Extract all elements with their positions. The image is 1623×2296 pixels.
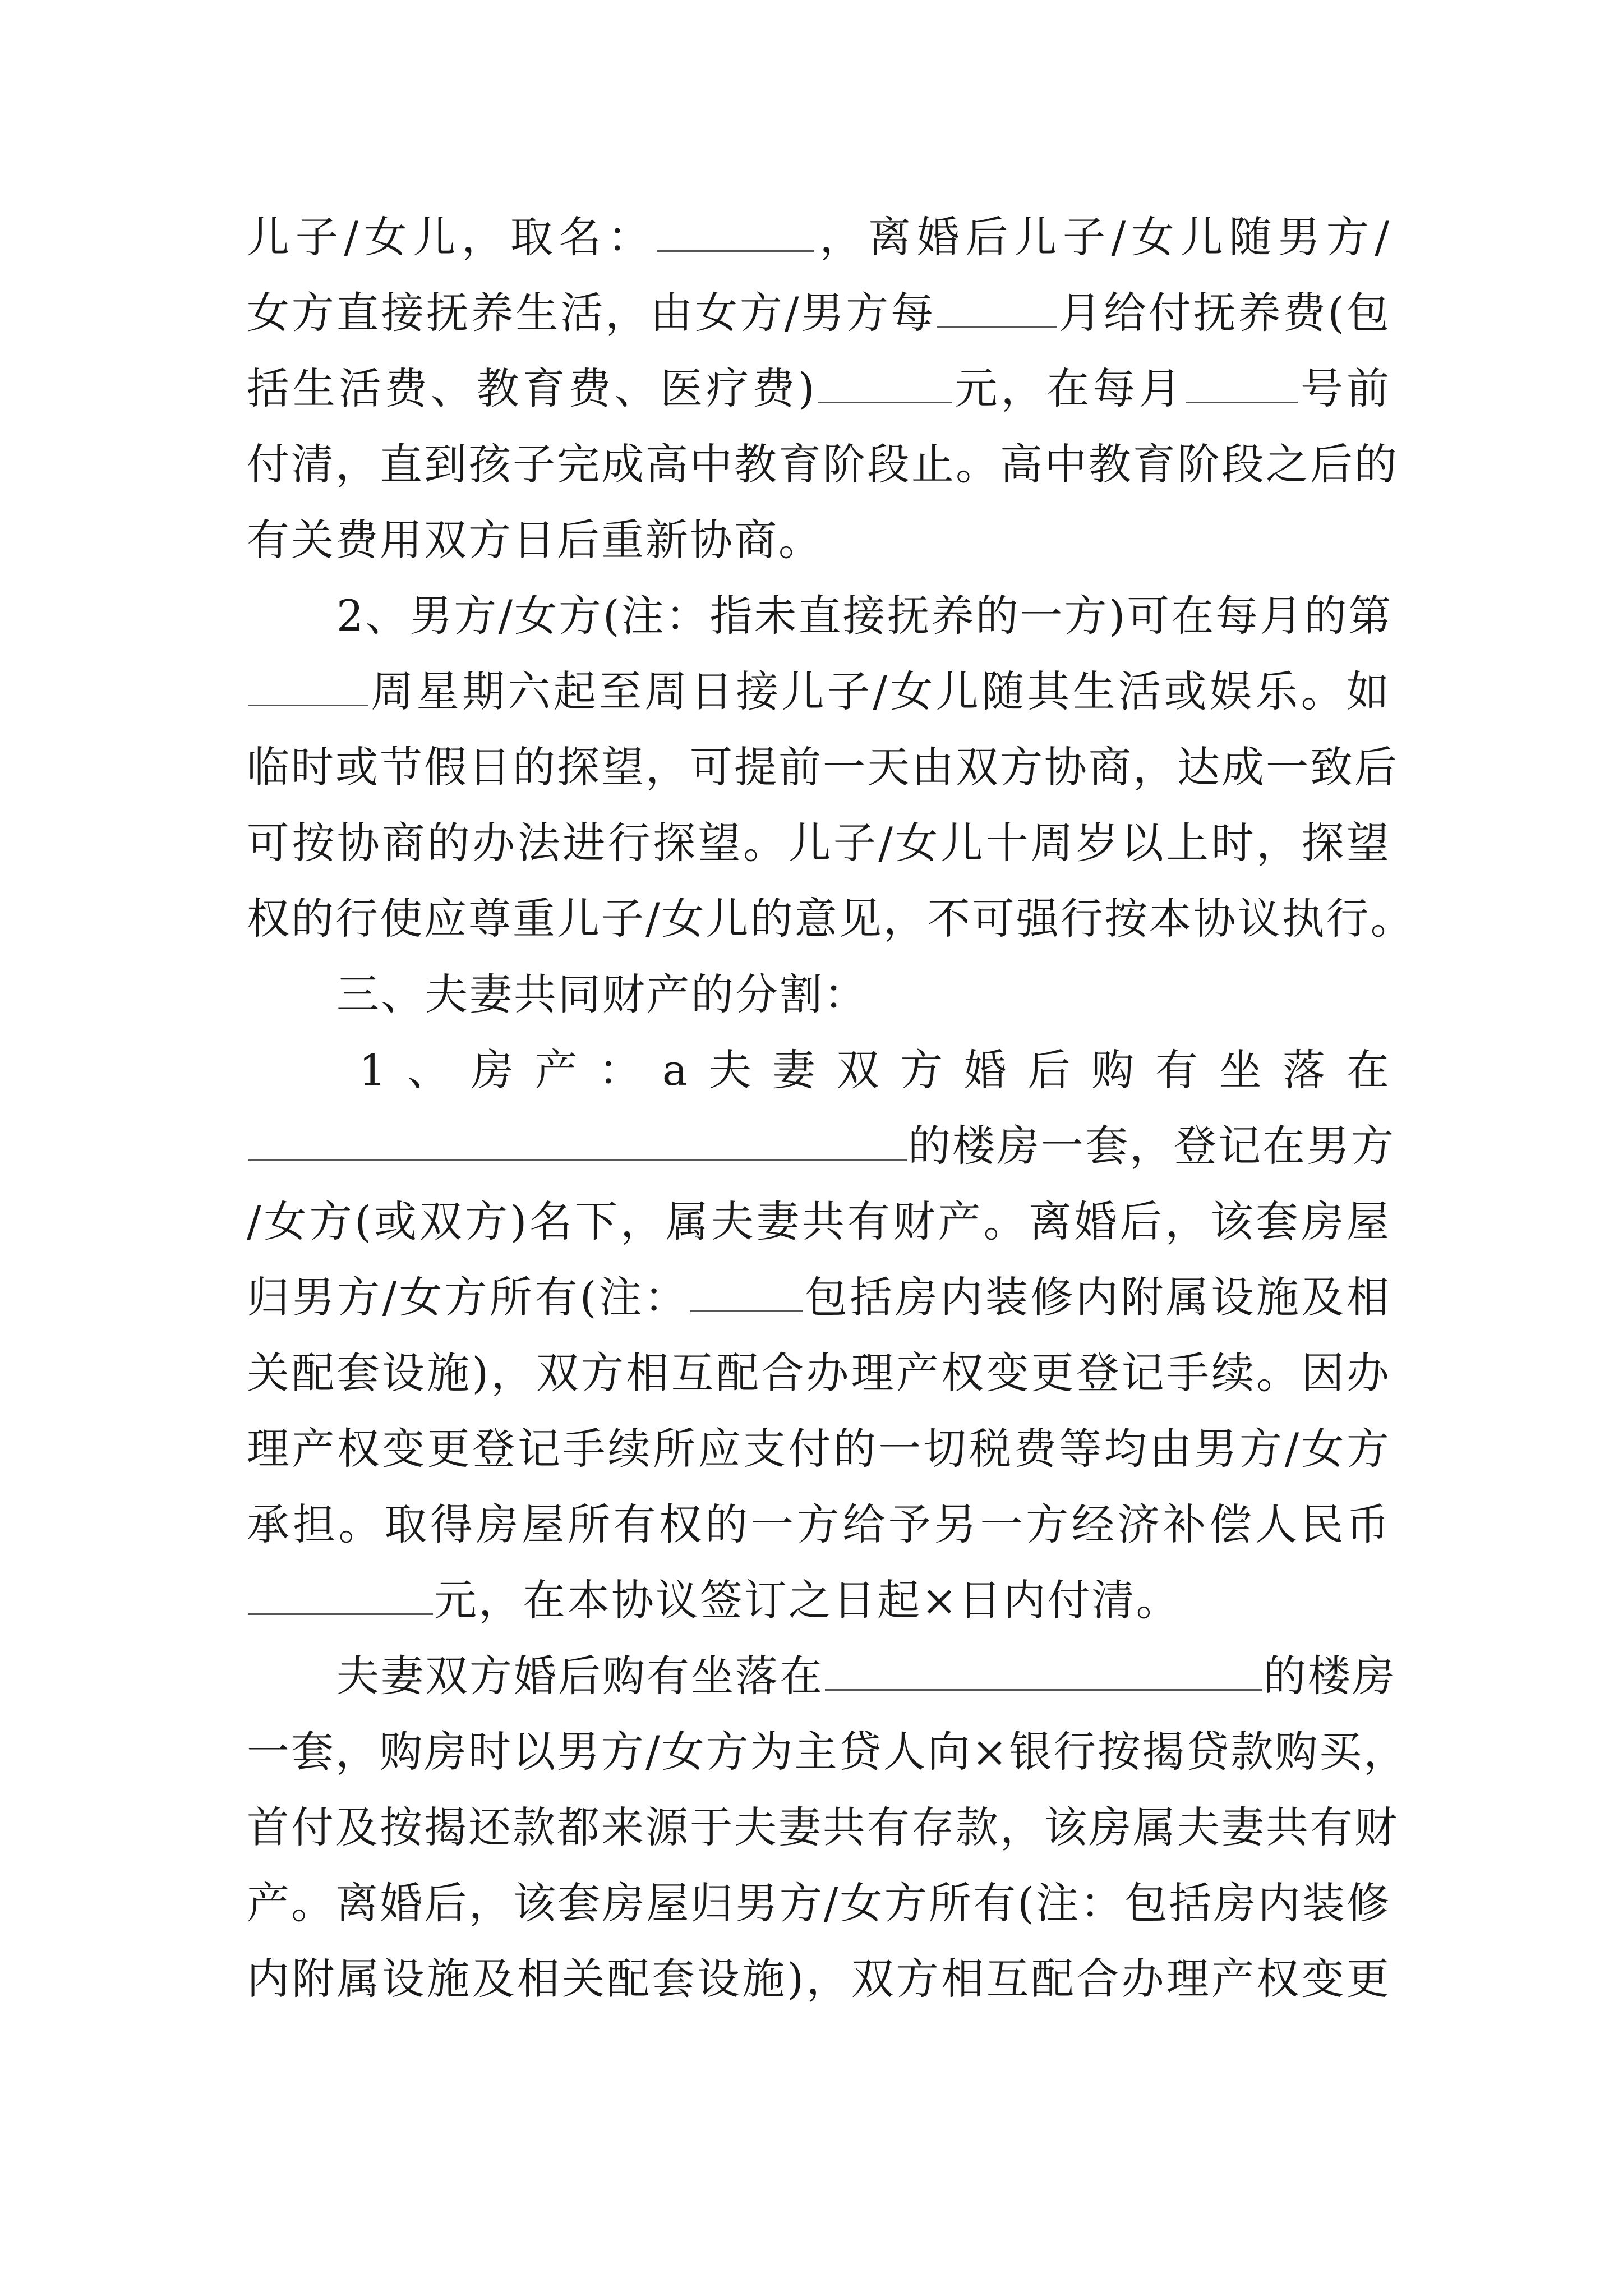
text-line: 承担。取得房屋所有权的一方给予另一方经济补偿人民币: [247, 1499, 1391, 1549]
fill-in-blank: [248, 1571, 433, 1615]
fill-in-blank: [248, 662, 368, 706]
text-line: /女方(或双方)名下，属夫妻共有财产。离婚后，该套房屋: [247, 1197, 1391, 1246]
text-line: 关配套设施)，双方相互配合办理产权变更登记手续。因办: [247, 1348, 1391, 1398]
text-line: 有关费用双方日后重新协商。: [247, 515, 823, 565]
text-line: 女方直接抚养生活，由女方/男方每 月给付抚养费(包: [247, 275, 1391, 351]
fill-in-blank: [248, 1116, 907, 1161]
text-line: 内附属设施及相关配套设施)，双方相互配合办理产权变更: [247, 1954, 1391, 2004]
text-line: 产。离婚后，该套房屋归男方/女方所有(注：包括房内装修: [247, 1878, 1391, 1928]
fill-in-blank: [690, 1268, 803, 1312]
fill-in-blank: [657, 208, 814, 252]
text-line: 夫妻双方婚后购有坐落在 的楼房: [247, 1638, 1391, 1714]
fill-in-blank: [818, 359, 952, 403]
text-line: 理产权变更登记手续所应支付的一切税费等均由男方/女方: [247, 1424, 1391, 1474]
text-line: 2、男方/女方(注：指未直接抚养的一方)可在每月的第: [336, 591, 1393, 641]
text-line: 的楼房一套，登记在男方: [247, 1108, 1391, 1184]
text-line: 周星期六起至周日接儿子/女儿随其生活或娱乐。如: [247, 654, 1391, 729]
text-line: 临时或节假日的探望，可提前一天由双方协商，达成一致后: [247, 742, 1399, 792]
text-line: 儿子/女儿，取名： ，离婚后儿子/女儿随男方/: [247, 199, 1391, 275]
text-line: 归男方/女方所有(注： 包括房内装修内附属设施及相: [247, 1259, 1391, 1335]
fill-in-blank: [937, 283, 1057, 328]
text-line: 1、房产：a夫妻双方婚后购有坐落在: [359, 1045, 1391, 1095]
section-heading: 三、夫妻共同财产的分割：: [336, 969, 868, 1019]
text-line: 付清，直到孩子完成高中教育阶段止。高中教育阶段之后的: [247, 439, 1399, 489]
text-line: 可按协商的办法进行探望。儿子/女儿十周岁以上时，探望: [247, 818, 1391, 868]
text-line: 权的行使应尊重儿子/女儿的意见，不可强行按本协议执行。: [247, 894, 1415, 944]
fill-in-blank: [1186, 359, 1298, 403]
document-body: [247, 199, 1415, 2017]
text-line: 括生活费、教育费、医疗费) 元，在每月 号前: [247, 351, 1391, 426]
text-line: 一套，购房时以男方/女方为主贷人向×银行按揭贷款购买，: [247, 1727, 1408, 1777]
text-line: 元，在本协议签订之日起×日内付清。: [247, 1562, 1391, 1638]
fill-in-blank: [825, 1646, 1262, 1691]
text-line: 首付及按揭还款都来源于夫妻共有存款，该房属夫妻共有财: [247, 1802, 1399, 1852]
